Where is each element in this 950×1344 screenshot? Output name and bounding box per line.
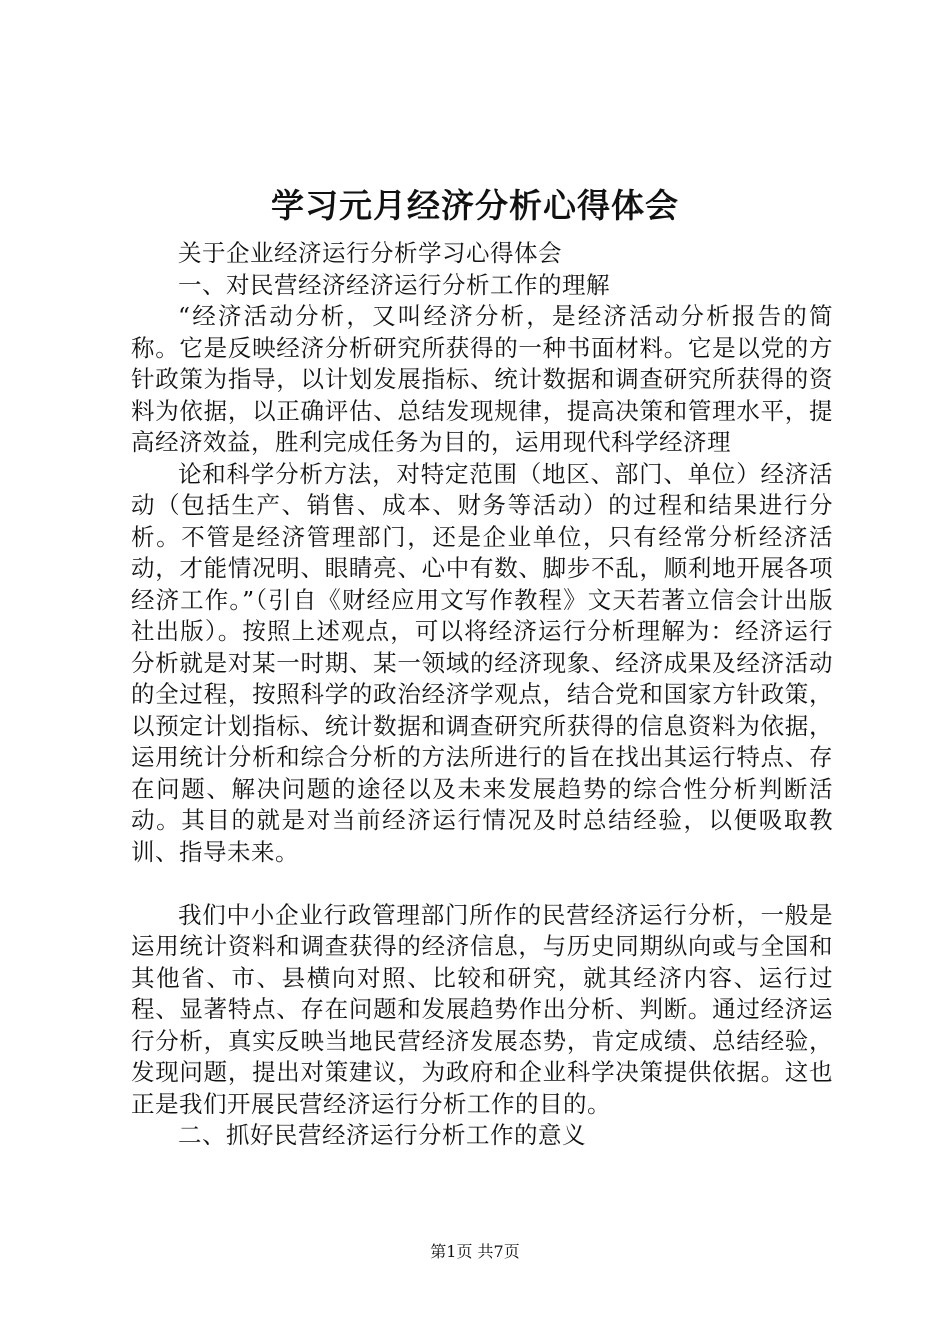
- section-heading-2: 二、抓好民营经济运行分析工作的意义: [178, 1121, 586, 1149]
- document-title: 学习元月经济分析心得体会: [271, 186, 679, 225]
- page-footer: 第1页 共7页: [430, 1242, 520, 1261]
- paragraph-spacer: [131, 868, 833, 900]
- paragraph-enterprise-analysis: 我们中小企业行政管理部门所作的民营经济运行分析，一般是运用统计资料和调查获得的经济信息，与历史同期纵向或与全国和其他省、市、县横向对照、比较和研究，就其经济内容、运行过程、显著特点、存在问题和发展趋势作出分析、判断。通过经济运行分析，真实反映当地民营经济发展态势，肯定成绩、总结经验，发现问题，提出对策建议，为政府和企业科学决策提供依据。这也正是我们开展民营经济运行分析工作的目的。: [131, 900, 833, 1118]
- paragraph-subtitle: 关于企业经济运行分析学习心得体会: [178, 239, 562, 267]
- paragraph-quote-start: “经济活动分析，又叫经济分析，是经济活动分析报告的简称。它是反映经济分析研究所获得的一种书面材料。它是以党的方针政策为指导，以计划发展指标、统计数据和调查研究所获得的资料为依据，以正确评估、总结发现规律，提高决策和管理水平，提高经济效益，胜利完成任务为目的，运用现代科学经济理: [131, 302, 833, 456]
- document-body: [131, 238, 833, 1152]
- section-heading-1: 一、对民营经济经济运行分析工作的理解: [178, 270, 610, 299]
- paragraph-analysis-definition: 论和科学分析方法，对特定范围（地区、部门、单位）经济活动（包括生产、销售、成本、财务等活动）的过程和结果进行分析。不管是经济管理部门，还是企业单位，只有经常分析经济活动，才能情况明、眼睛亮、心中有数、脚步不乱，顺利地开展各项经济工作。”（引自《财经应用文写作教程》文天若著立信会计出版社出版）。按照上述观点，可以将经济运行分析理解为：经济运行分析就是对某一时期、某一领域的经济现象、经济成果及经济活动的全过程，按照科学的政治经济学观点，结合党和国家方针政策，以预定计划指标、统计数据和调查研究所获得的信息资料为依据，运用统计分析和综合分析的方法所进行的旨在找出其运行特点、存在问题、解决问题的途径以及未来发展趋势的综合性分析判断活动。其目的就是对当前经济运行情况及时总结经验，以便吸取教训、指导未来。: [131, 459, 833, 866]
